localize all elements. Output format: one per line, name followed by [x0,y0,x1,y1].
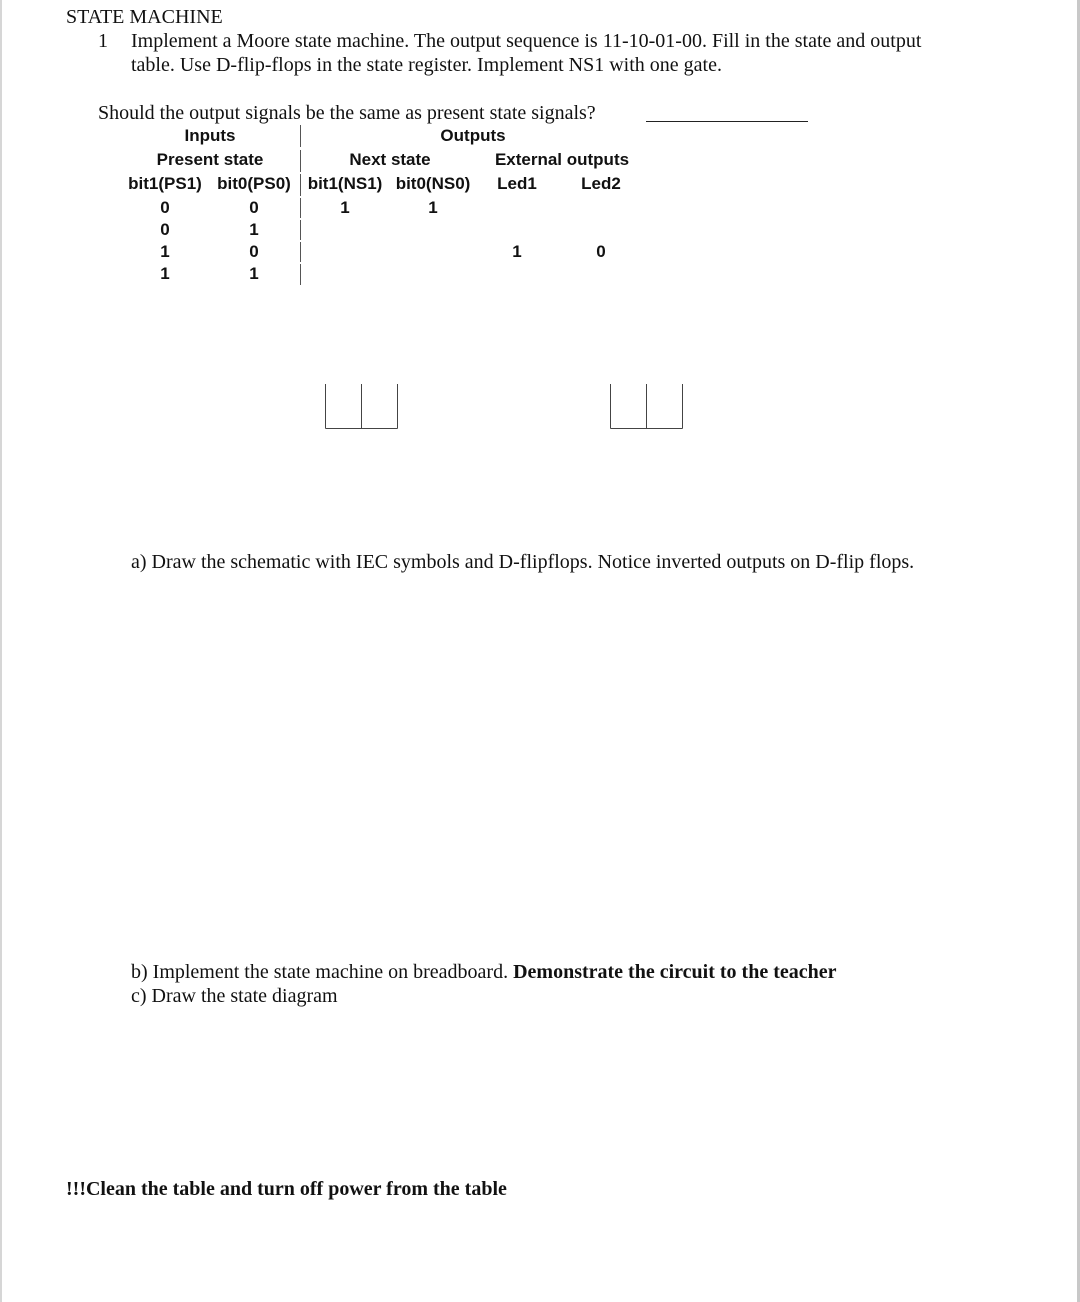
table-col-header: Led1 [497,174,537,193]
table-cell: 0 [160,198,170,217]
table-cell: 1 [160,242,170,261]
part-c-text: c) Draw the state diagram [131,985,338,1007]
question-text: Should the output signals be the same as present state signals? [98,102,596,124]
task-text-line1: Implement a Moore state machine. The output sequence is 11-10-01-00. Fill in the state and output [131,30,922,52]
table-separator [300,125,301,147]
table-col-header: Led2 [581,174,621,193]
table-cell: 0 [249,242,259,261]
table-col-header: bit1(NS1) [307,174,383,193]
table-group-outputs: Outputs [440,126,506,145]
table-separator [300,220,301,240]
table-sub-next-state: Next state [349,150,431,169]
task-number: 1 [98,30,108,52]
footer-note: !!!Clean the table and turn off power from the table [66,1178,507,1200]
table-col-header: bit0(NS0) [395,174,471,193]
table-cell: 1 [428,198,438,217]
table-cell: 1 [512,242,522,261]
table-separator [300,174,301,196]
table-separator [300,198,301,218]
part-b-line [131,960,837,984]
table-cell: 1 [160,264,170,283]
karnaugh-map-box-left [322,380,402,432]
table-cell: 1 [249,264,259,283]
task-text-line2: table. Use D-flip-flops in the state register. Implement NS1 with one gate. [131,54,722,76]
part-b-emphasis: Demonstrate the circuit to the teacher [513,961,837,983]
table-cell: 1 [340,198,350,217]
table-group-inputs: Inputs [184,126,236,145]
page-title: STATE MACHINE [66,6,223,28]
table-cell: 1 [249,220,259,239]
karnaugh-map-box-right [607,380,687,432]
table-col-header: bit0(PS0) [217,174,291,193]
table-sub-external-outputs: External outputs [494,150,630,169]
table-cell: 0 [596,242,606,261]
table-separator [300,242,301,262]
table-cell: 0 [160,220,170,239]
page-edge-left [0,0,2,1302]
table-col-header: bit1(PS1) [128,174,202,193]
table-separator [300,150,301,172]
part-b-text: b) Implement the state machine on breadboard. [131,961,509,983]
answer-blank-line [646,121,808,122]
part-a-text: a) Draw the schematic with IEC symbols and D-flipflops. Notice inverted outputs on D-flip flops. [131,551,915,573]
table-separator [300,264,301,285]
table-sub-present-state: Present state [156,150,264,169]
table-cell: 0 [249,198,259,217]
